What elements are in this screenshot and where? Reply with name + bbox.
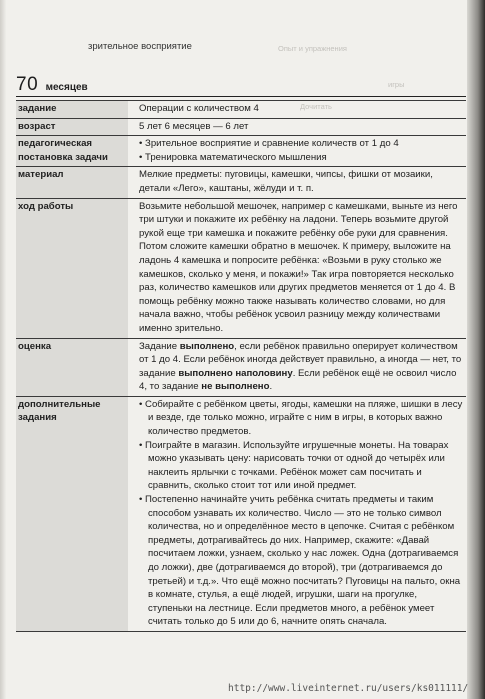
evaluation-not-done: не выполнено [201,381,270,393]
label-evaluation: оценка [16,338,128,396]
row-additional [16,396,466,631]
label-task: задание [16,101,128,119]
task-card-table [16,100,466,632]
bleed-through-text-1: игры [388,80,405,89]
page-gutter-shadow [0,0,6,699]
label-material: материал [16,167,128,198]
evaluation-half: выполнено наполовину [178,367,293,379]
row-material [16,167,466,198]
value-goal [137,136,466,167]
row-task [16,101,466,119]
row-procedure [16,198,466,338]
label-procedure: ход работы [16,198,128,338]
bleed-through-text-2: Дочитать [300,102,332,111]
value-age: 5 лет 6 месяцев — 6 лет [137,118,466,136]
evaluation-text: , если ребёнок правильно оперирует количеством от 1 до 4. Если ребёнок иногда действует правильно, а иногда — нет, то задание [139,340,462,379]
month-number: 70 [16,74,39,95]
running-head: зрительное восприятие [88,41,192,52]
section-title [16,74,466,97]
additional-item: • Постепенно начинайте учить ребёнка считать предметы и таким способом узнавать их количество. Число — это не только символ количества, но и определённое место в цепочке. Считая с ребёнком предметы, дотрагивайтесь до них. Например, скажите: «Давай посчитаем ложки, узнаем, сколько у нас ложек. Одна (дотрагиваемся до ложки), две (дотрагиваемся до второй), три (дотрагиваемся до третьей) и т.д.». Что ещё можно посчитать? Пуговицы на пальто, окна в комнате, стулья, а ещё людей, игрушки, шаги на прогулке, ступеньки на лестнице. Если предметов много, а ребёнок умеет считать только до 5 или до 6, начните опять сначала. [139,494,461,628]
row-age [16,118,466,136]
additional-item: • Собирайте с ребёнком цветы, ягоды, камешки на пляже, шишки в лесу и везде, где только можно, играйте с ним в игры, в которых важно количество предметов. [139,398,463,438]
label-age: возраст [16,118,128,136]
value-material: Мелкие предметы: пуговицы, камешки, чипсы, фишки от мозаики, детали «Лего», каштаны, жёлуди и т. п. [137,167,466,198]
value-task: Операции с количеством 4 [137,101,466,119]
bleed-through-text-3: Опыт и упражнения [278,44,347,53]
value-procedure: Возьмите небольшой мешочек, например с камешками, выньте из него три штуки и покажите их ребёнку на ладони. Теперь возьмите другой рукой еще три камешка и покажите ребёнку обе руки для сравнения. Потом сложите камешки обратно в мешочек. К примеру, выложите на ладонь 4 камешка и попросите ребёнка: «Возьми в руку столько же камешков, сколько у меня, и покажи!» Так игра повторяется несколько раз, количество камешков или других предметов меняется от 1 до 4. В помощь ребёнку можно также называть количество словами, но для начала важно, чтобы ребёнок усвоил разницу между количествами именно зрительно. [137,198,466,338]
label-additional: дополнительные задания [16,396,128,631]
watermark-url: http://www.liveinternet.ru/users/ks011111/ [228,683,469,694]
value-additional [137,396,466,631]
label-goal: педагогическая постановка задачи [16,136,128,167]
month-word: месяцев [45,82,88,93]
evaluation-text: Задание [139,340,180,352]
evaluation-text: . Если ребёнок ещё не освоил число 4, то задание [139,367,457,393]
evaluation-text: . [269,381,273,393]
goal-item: • Зрительное восприятие и сравнение количеств от 1 до 4 [139,138,399,150]
value-evaluation [137,338,466,396]
evaluation-done: выполнено [179,340,235,352]
row-evaluation [16,338,466,396]
goal-item: • Тренировка математического мышления [139,151,327,163]
row-goal [16,136,466,167]
page-edge-shadow [467,0,485,699]
additional-item: • Поиграйте в магазин. Используйте игрушечные монеты. На товарах можно указывать цену: нарисовать точки от одной до четырёх или наклеить ярлычки с точками. Ребёнок может сам посчитать и сравнить, сколько стоит тот или иной предмет. [139,439,449,492]
